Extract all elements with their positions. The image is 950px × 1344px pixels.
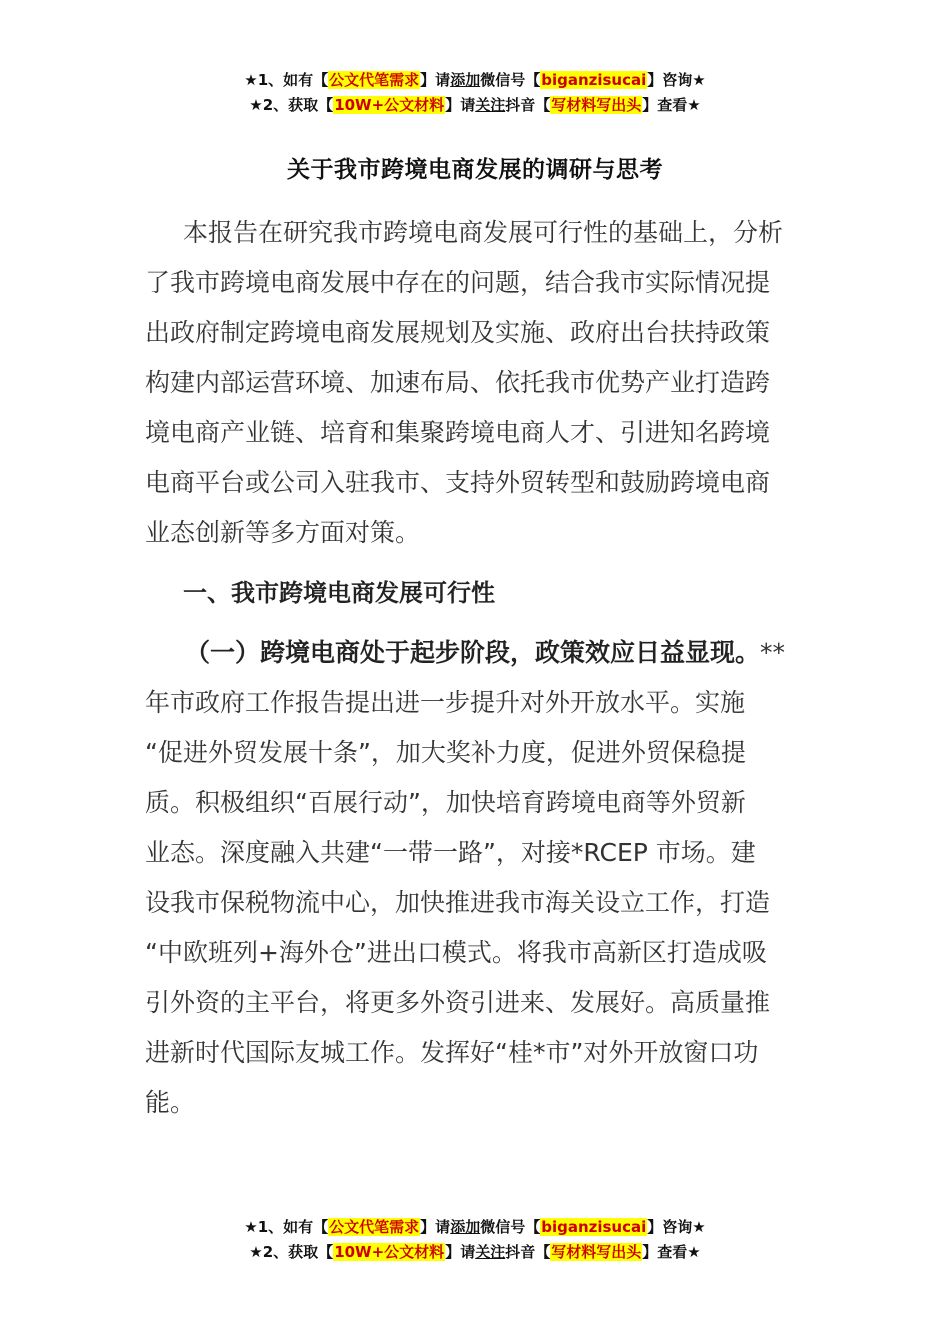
banner-text: 微信号【: [480, 1218, 541, 1236]
underlined-text: 添加: [450, 71, 481, 89]
document-title: 关于我市跨境电商发展的调研与思考: [287, 157, 663, 183]
highlight-text: 写材料写出头: [551, 1243, 642, 1261]
subsection-heading: （一）跨境电商处于起步阶段，政策效应日益显现。: [185, 638, 761, 667]
banner-text: 】请: [420, 1218, 451, 1236]
text-line: 能。: [145, 1088, 196, 1117]
underlined-text: 关注: [475, 96, 506, 114]
banner-text: 抖音【: [505, 96, 551, 114]
text-line: 了我市跨境电商发展中存在的问题，结合我市实际情况提: [145, 268, 771, 297]
highlight-text: biganzisucai: [541, 1218, 647, 1236]
text-line: 境电商产业链、培育和集聚跨境电商人才、引进知名跨境: [145, 418, 771, 447]
underlined-text: 添加: [450, 1218, 481, 1236]
text-line: 业态。深度融入共建“一带一路”，对接*RCEP 市场。建: [145, 838, 756, 867]
text-line: 引外资的主平台，将更多外资引进来、发展好。高质量推: [145, 988, 771, 1017]
banner-text: 】查看★: [642, 1243, 701, 1261]
underlined-text: 关注: [475, 1243, 506, 1261]
header-banner: [0, 68, 950, 118]
highlight-text: 写材料写出头: [551, 96, 642, 114]
paragraph: [145, 628, 807, 1128]
banner-text: ★2、获取【: [249, 96, 334, 114]
paragraph: [145, 208, 807, 558]
banner-text: 】查看★: [642, 96, 701, 114]
banner-line-2: [0, 1240, 950, 1265]
highlight-text: 公文代笔需求: [329, 71, 420, 89]
text-line: 年市政府工作报告提出进一步提升对外开放水平。实施: [145, 688, 746, 717]
banner-text: ★1、如有【: [244, 71, 329, 89]
banner-text: ★2、获取【: [249, 1243, 334, 1261]
text-line: 设我市保税物流中心，加快推进我市海关设立工作，打造: [145, 888, 771, 917]
text-line: 本报告在研究我市跨境电商发展可行性的基础上，分析: [183, 218, 784, 247]
text-fragment: **: [760, 638, 786, 667]
highlight-text: 10W+公文材料: [334, 96, 445, 114]
text-line: 质。积极组织“百展行动”，加快培育跨境电商等外贸新: [145, 788, 746, 817]
text-line: “促进外贸发展十条”，加大奖补力度，促进外贸保稳提: [145, 738, 746, 767]
text-line: 出政府制定跨境电商发展规划及实施、政府出台扶持政策: [145, 318, 771, 347]
highlight-text: 公文代笔需求: [329, 1218, 420, 1236]
banner-text: 抖音【: [505, 1243, 551, 1261]
highlight-text: biganzisucai: [541, 71, 647, 89]
banner-text: 】请: [445, 96, 476, 114]
text-line: “中欧班列+海外仓”进出口模式。将我市高新区打造成吸: [145, 938, 767, 967]
footer-banner: [0, 1215, 950, 1265]
intro-paragraph: [145, 208, 807, 558]
text-line: 进新时代国际友城工作。发挥好“桂*市”对外开放窗口功: [145, 1038, 759, 1067]
subsection-paragraph: [145, 628, 807, 1128]
banner-text: 】请: [420, 71, 451, 89]
banner-text: 】请: [445, 1243, 476, 1261]
banner-text: ★1、如有【: [244, 1218, 329, 1236]
banner-line-1: [0, 1215, 950, 1240]
banner-text: 】咨询★: [647, 1218, 706, 1236]
banner-text: 】咨询★: [647, 71, 706, 89]
section-heading: 一、我市跨境电商发展可行性: [183, 579, 495, 607]
text-line: 业态创新等多方面对策。: [145, 518, 421, 547]
banner-line-1: [0, 68, 950, 93]
banner-line-2: [0, 93, 950, 118]
banner-text: 微信号【: [480, 71, 541, 89]
text-line: 构建内部运营环境、加速布局、依托我市优势产业打造跨: [145, 368, 771, 397]
text-line: 电商平台或公司入驻我市、支持外贸转型和鼓励跨境电商: [145, 468, 771, 497]
text-line: [145, 628, 807, 678]
highlight-text: 10W+公文材料: [334, 1243, 445, 1261]
